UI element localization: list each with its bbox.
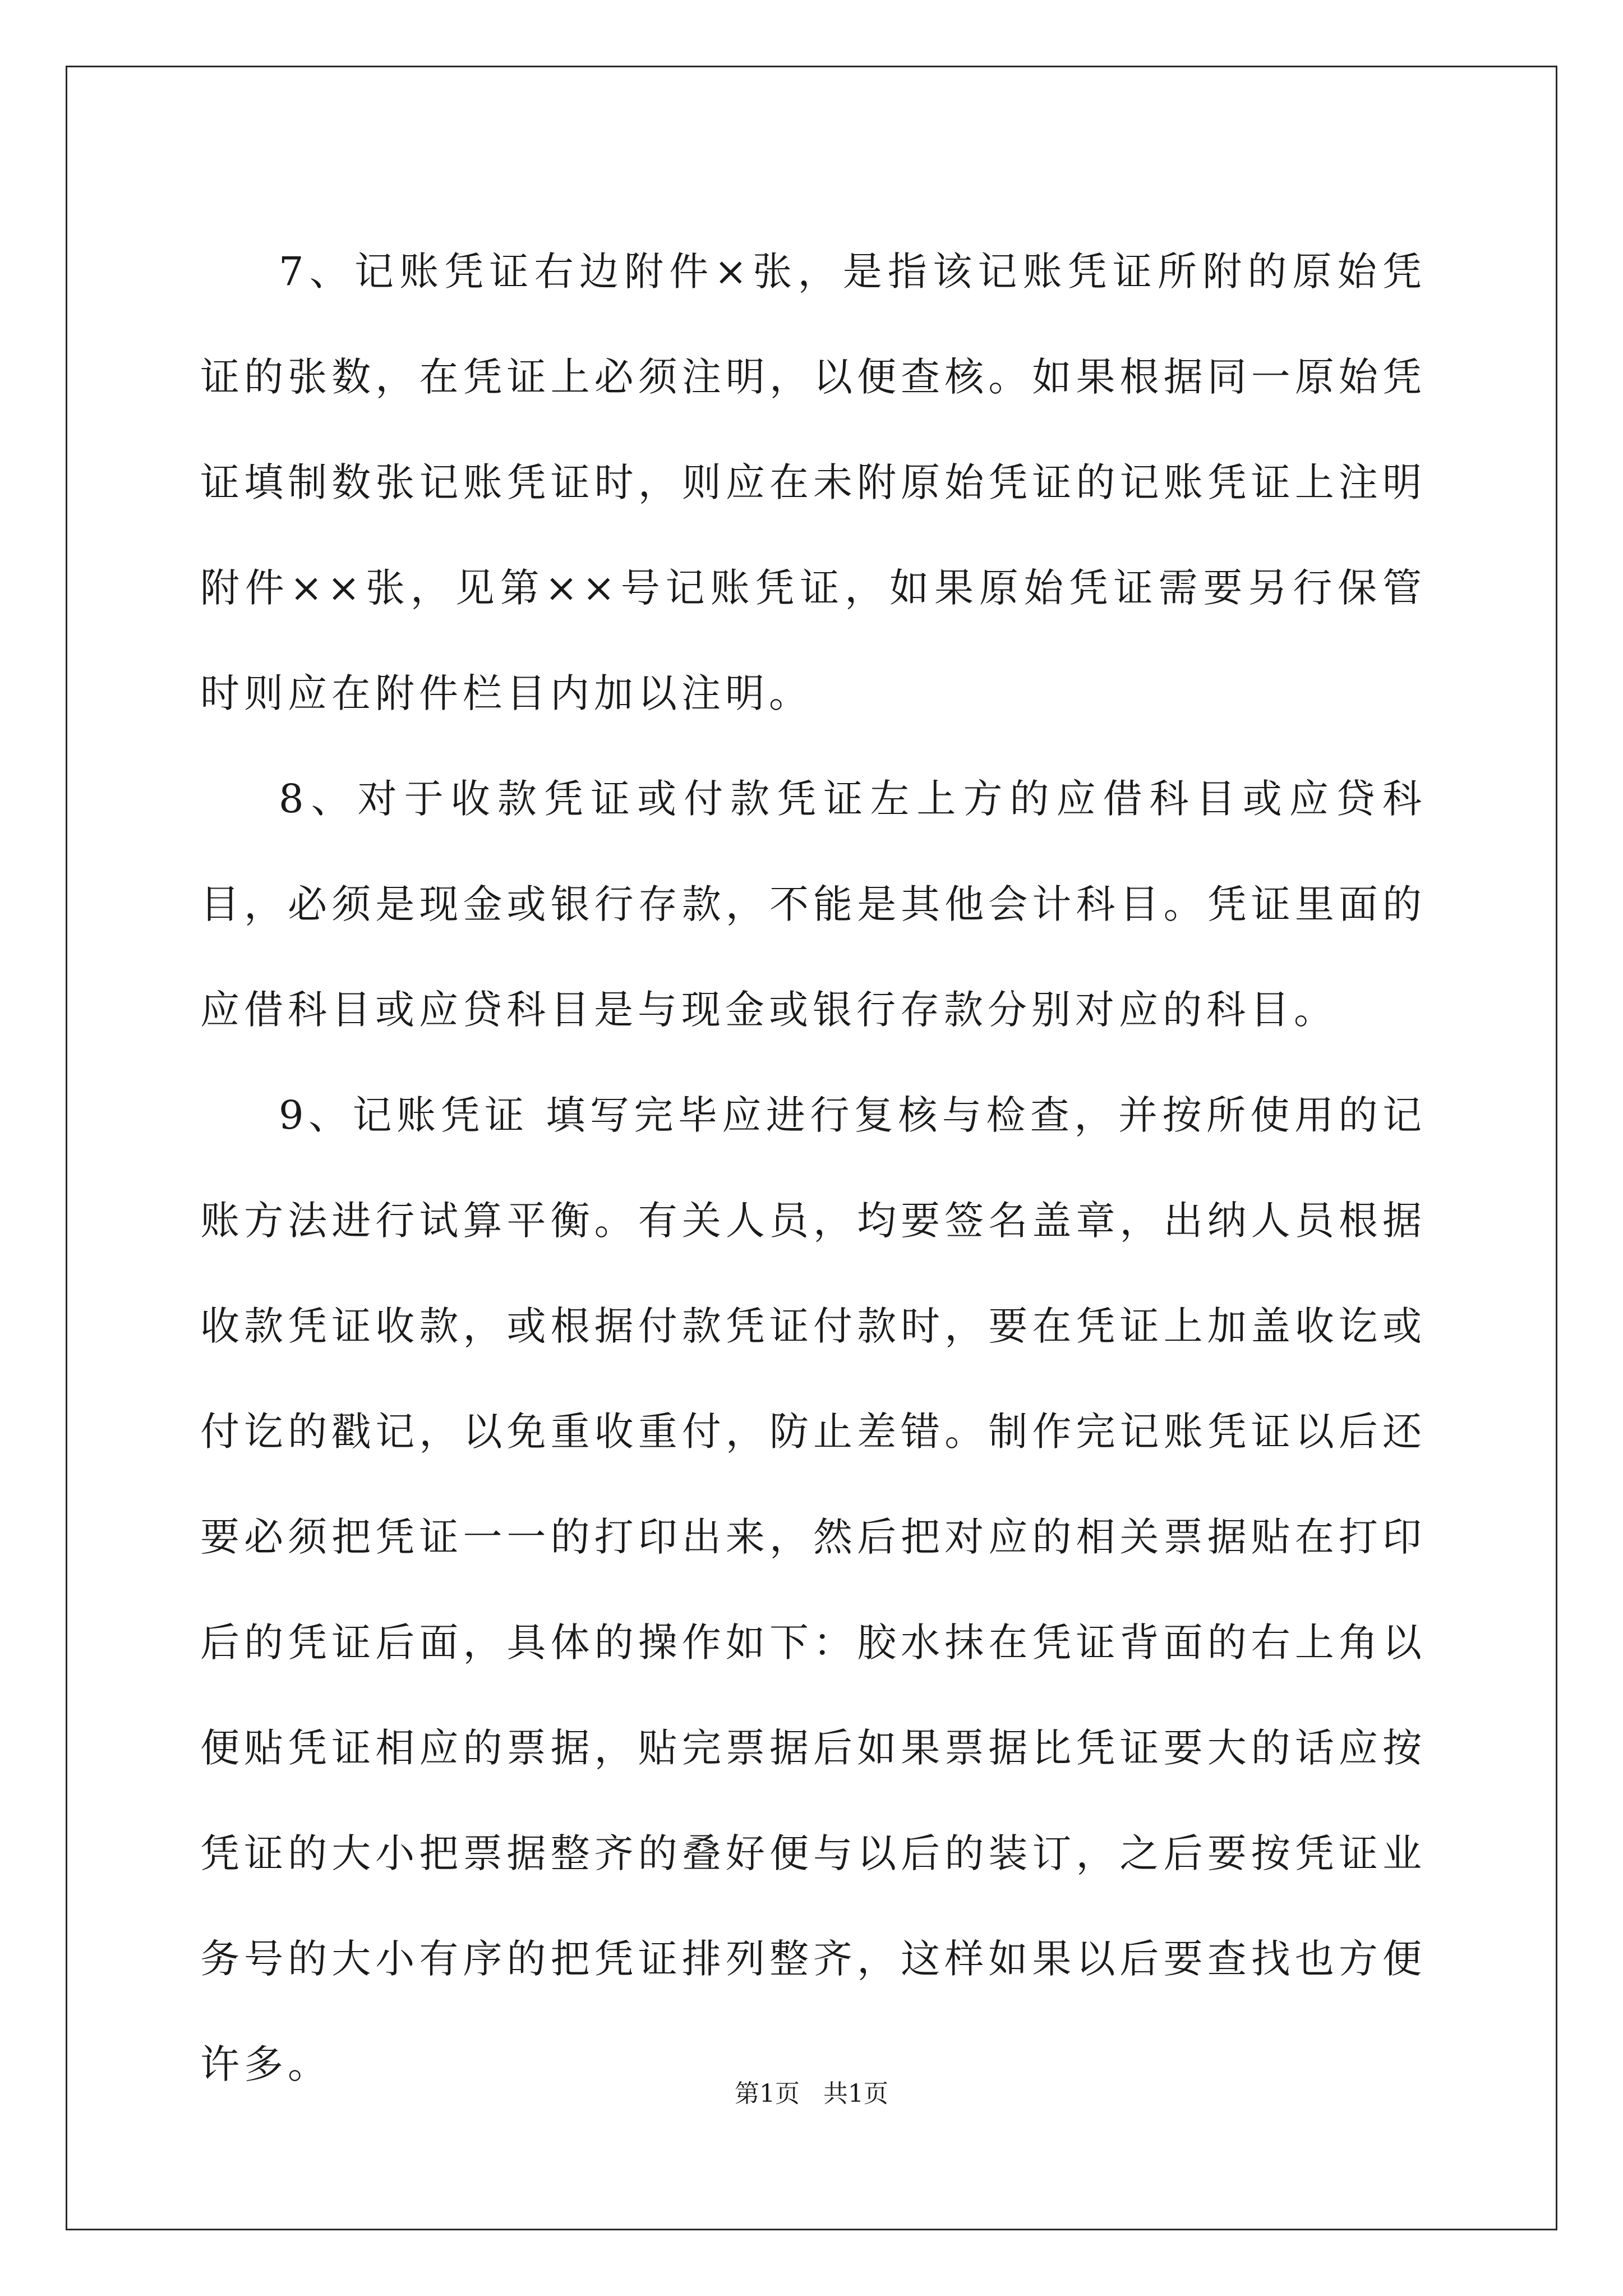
document-body [200,219,1426,2117]
paragraph-8: 8、对于收款凭证或付款凭证左上方的应借科目或应贷科目，必须是现金或银行存款，不能是其他会计科目。凭证里面的应借科目或应贷科目是与现金或银行存款分别对应的科目。 [200,776,1426,1033]
paragraph-9: 9、记账凭证 填写完毕应进行复核与检查，并按所使用的记账方法进行试算平衡。有关人员，均要签名盖章，出纳人员根据收款凭证收款，或根据付款凭证付款时，要在凭证上加盖收讫或付讫的戳记，以免重收重付，防止差错。制作完记账凭证以后还要必须把凭证一一的打印出来，然后把对应的相关票据贴在打印后的凭证后面，具体的操作如下：胶水抹在凭证背面的右上角以便贴凭证相应的票据，贴完票据后如果票据比凭证要大的话应按凭证的大小把票据整齐的叠好便与以后的装订，之后要按凭证业务号的大小有序的把凭证排列整齐，这样如果以后要查找也方便许多。 [200,1092,1426,2087]
page-footer [0,2077,1623,2111]
page-number: 第1页 [735,2079,800,2108]
footer-separator [800,2079,823,2108]
page-total: 共1页 [823,2079,888,2108]
paragraph-7: 7、记账凭证右边附件×张，是指该记账凭证所附的原始凭证的张数，在凭证上必须注明，以便查核。如果根据同一原始凭证填制数张记账凭证时，则应在未附原始凭证的记账凭证上注明附件××张，见第××号记账凭证，如果原始凭证需要另行保管时则应在附件栏目内加以注明。 [200,249,1426,716]
